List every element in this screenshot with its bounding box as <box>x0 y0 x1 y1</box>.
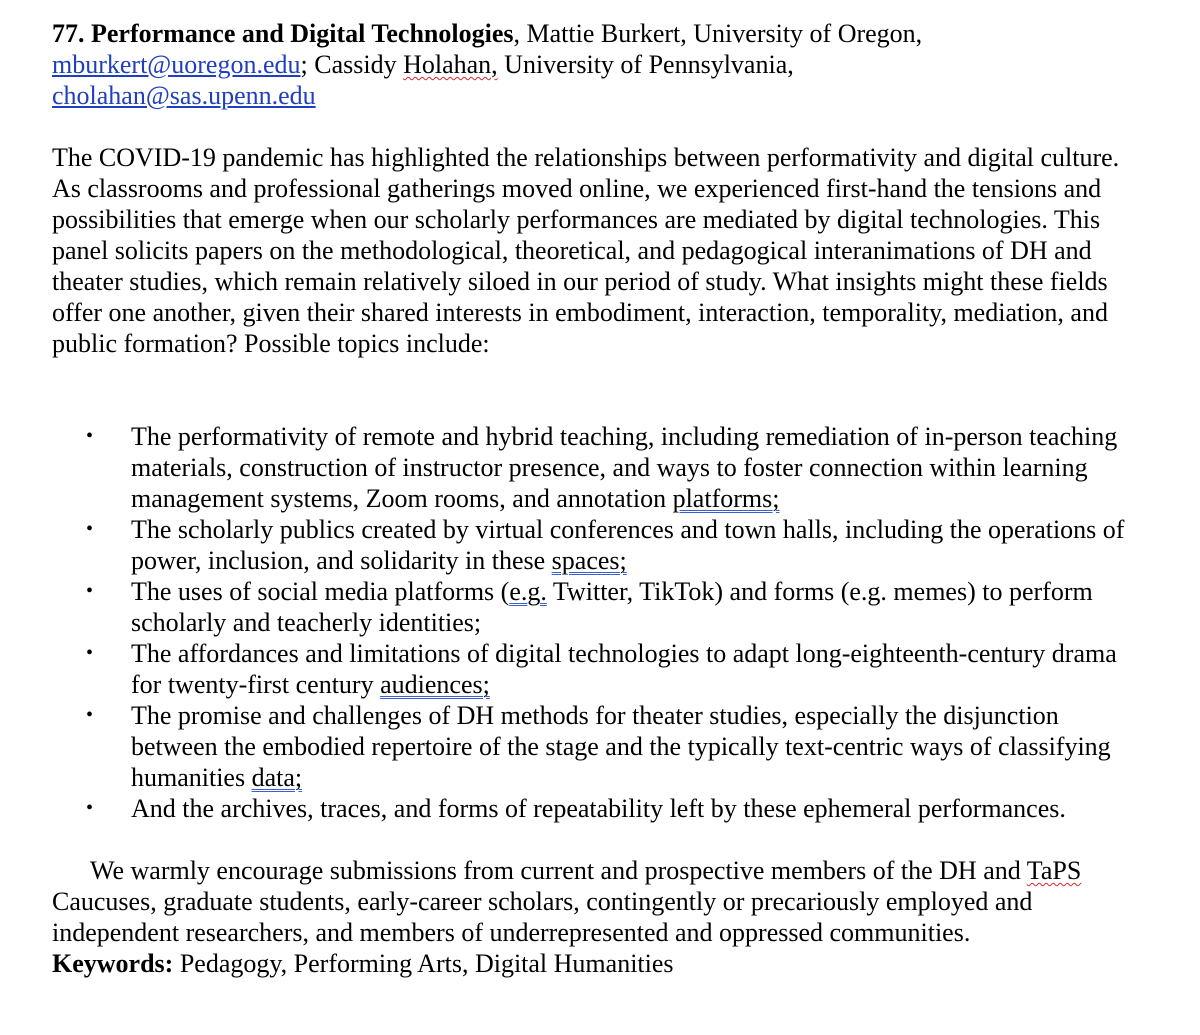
bullet-icon: • <box>86 797 94 819</box>
organizer2-surname: Holahan, <box>403 50 498 79</box>
list-item: • The uses of social media platforms (e.g. Twitter, TikTok) and forms (e.g. memes) to perform scholarly and teacherly identities; <box>86 577 1093 637</box>
organizer1-name: Mattie Burkert, University of Oregon, <box>526 19 923 48</box>
grammar-flagged-word: spaces; <box>551 546 627 575</box>
organizer1-email-link[interactable]: mburkert@uoregon.edu <box>52 50 301 79</box>
panel-heading: 77. Performance and Digital Technologies, Mattie Burkert, University of Oregon, mburkert@uoregon.edu; Cassidy Holahan, University of Pennsylvania, cholahan@sas.upenn.edu <box>52 19 923 110</box>
list-item: • The performativity of remote and hybrid teaching, including remediation of in-person teaching materials, construction of instructor presence, and ways to foster connection within learning management systems, Zoom rooms, and annotation platforms; <box>86 422 1118 513</box>
closing-paragraph: We warmly encourage submissions from current and prospective members of the DH and TaPS Caucuses, graduate students, early-career scholars, contingently or precariously employed and independent researchers, and members of underrepresented and oppressed communities. <box>52 856 1082 947</box>
organizer2-first-name: Cassidy <box>314 50 397 79</box>
grammar-flagged-word: audiences; <box>380 670 490 699</box>
spelling-flagged-word: TaPS <box>1026 856 1082 885</box>
keywords-label: Keywords: <box>52 949 174 978</box>
bullet-icon: • <box>86 704 94 726</box>
list-item: • And the archives, traces, and forms of repeatability left by these ephemeral performances. <box>86 794 1066 823</box>
panel-title: 77. Performance and Digital Technologies <box>52 19 514 48</box>
list-item: • The affordances and limitations of digital technologies to adapt long-eighteenth-century drama for twenty-first century audiences; <box>86 639 1117 699</box>
organizer2-email-link[interactable]: cholahan@sas.upenn.edu <box>52 81 316 110</box>
bullet-icon: • <box>86 518 94 540</box>
keywords-line <box>52 948 1140 979</box>
grammar-flagged-word: platforms; <box>672 484 780 513</box>
abstract-paragraph: The COVID-19 pandemic has highlighted the relationships between performativity and digital culture. As classrooms and professional gatherings moved online, we experienced first-hand the tensions and possibilities that emerge when our scholarly performances are mediated by digital technologies. This panel solicits papers on the methodological, theoretical, and pedagogical interanimations of DH and theater studies, which remain relatively siloed in our period of study. What insights might these fields offer one another, given their shared interests in embodiment, interaction, temporality, mediation, and public formation? Possible topics include: <box>52 143 1120 358</box>
list-item: • The promise and challenges of DH methods for theater studies, especially the disjunction between the embodied repertoire of the stage and the typically text-centric ways of classifying humanities data; <box>86 701 1111 792</box>
grammar-flagged-word: data; <box>251 763 303 792</box>
keywords-value: Pedagogy, Performing Arts, Digital Humanities <box>173 949 674 978</box>
bullet-icon: • <box>86 425 94 447</box>
list-item: • The scholarly publics created by virtual conferences and town halls, including the operations of power, inclusion, and solidarity in these spaces; <box>86 515 1125 575</box>
bullet-icon: • <box>86 642 94 664</box>
topics-list <box>52 421 1140 824</box>
bullet-icon: • <box>86 580 94 602</box>
grammar-flagged-word: e.g. <box>509 577 547 606</box>
organizer2-affiliation: University of Pennsylvania, <box>504 50 794 79</box>
